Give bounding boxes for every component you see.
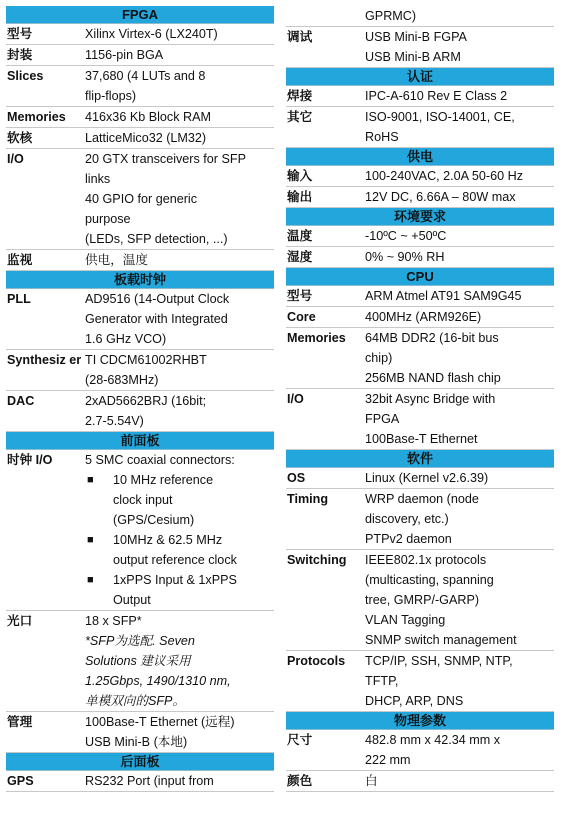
spec-value: [85, 611, 274, 711]
spec-row-debug: [286, 27, 554, 68]
bullet-item: [85, 470, 272, 530]
section-header-environment: 环境要求: [286, 208, 554, 226]
spec-row-slices: [6, 66, 274, 107]
section-header-rear-panel: 后面板: [6, 753, 274, 771]
spec-row-cpu-model: [286, 286, 554, 307]
spec-row-synthesizer: [6, 350, 274, 391]
spec-key: Core: [287, 310, 316, 324]
spec-key: 管理: [7, 715, 33, 729]
spec-key: 调试: [287, 30, 313, 44]
spec-key: Memories: [287, 331, 346, 345]
spec-value: [365, 328, 554, 388]
spec-key: 监视: [7, 253, 33, 267]
right-spec-column: [286, 6, 554, 792]
section-header-software: 软件: [286, 450, 554, 468]
spec-key: [6, 350, 85, 390]
spec-row-os: [286, 468, 554, 489]
spec-row-cpu-io: [286, 389, 554, 450]
spec-value: 白: [365, 774, 378, 788]
spec-key: Switching: [287, 553, 347, 567]
spec-row-optical: [6, 611, 274, 712]
value-line: 37,680 (4 LUTs and 8: [85, 69, 206, 83]
value-line: VLAN Tagging: [365, 613, 446, 627]
value-line: 40 GPIO for generic: [85, 192, 197, 206]
value-line: 5 SMC coaxial connectors:: [85, 453, 235, 467]
value-line: 10 MHz reference: [113, 473, 214, 487]
spec-value: [85, 66, 274, 106]
footnote-line: *SFP为选配. Seven: [85, 634, 195, 648]
value-line: 32bit Async Bridge with: [365, 392, 496, 406]
spec-value: [365, 389, 554, 449]
value-line: chip): [365, 351, 393, 365]
bullet-text: [113, 570, 272, 610]
spec-value: 1156-pin BGA: [85, 48, 164, 62]
key-line: Synthesiz: [7, 353, 66, 367]
section-header-clock: 板载时钟: [6, 271, 274, 289]
value-line: RoHS: [365, 130, 399, 144]
spec-key: DAC: [7, 394, 35, 408]
spec-key: Protocols: [287, 654, 346, 668]
spec-value: LatticeMico32 (LM32): [85, 131, 207, 145]
spec-value: Xilinx Virtex-6 (LX240T): [85, 27, 218, 41]
spec-value: [365, 27, 554, 67]
spec-value: [85, 149, 274, 249]
spec-row-cpu-memories: [286, 328, 554, 389]
bullet-text: [113, 530, 272, 570]
value-line: output reference clock: [113, 553, 237, 567]
bullet-item: [85, 570, 272, 610]
value-line: USB Mini-B (本地): [85, 735, 188, 749]
spec-value: [365, 550, 554, 650]
spec-row-temperature: [286, 226, 554, 247]
section-header-fpga: FPGA: [6, 6, 274, 24]
footnote-line: 单模双向的SFP。: [85, 694, 186, 708]
spec-row-color: [286, 771, 554, 792]
value-line: clock input: [113, 493, 173, 507]
spec-row-package: [6, 45, 274, 66]
spec-key: 尺寸: [287, 733, 313, 747]
spec-row-humidity: [286, 247, 554, 268]
value-line: 222 mm: [365, 753, 411, 767]
value-line: 18 x SFP*: [85, 614, 142, 628]
spec-value: Linux (Kernel v2.6.39): [365, 471, 489, 485]
spec-key: I/O: [287, 392, 304, 406]
spec-key: 温度: [287, 229, 313, 243]
spec-key: 其它: [287, 110, 313, 124]
value-line: Generator with Integrated: [85, 312, 228, 326]
value-line: AD9516 (14-Output Clock: [85, 292, 230, 306]
spec-key: 型号: [7, 27, 33, 41]
spec-key: 封装: [7, 48, 33, 62]
spec-value: -10ºC ~ +50ºC: [365, 229, 447, 243]
value-line: 100Base-T Ethernet (远程): [85, 715, 235, 729]
spec-key: PLL: [7, 292, 31, 306]
spec-value: [85, 350, 274, 390]
value-line: FPGA: [365, 412, 400, 426]
spec-value: 12V DC, 6.66A – 80W max: [365, 190, 516, 204]
value-line: TI CDCM61002RHBT: [85, 353, 207, 367]
bullet-item: [85, 530, 272, 570]
value-line: 100Base-T Ethernet: [365, 432, 478, 446]
value-line: 482.8 mm x 42.34 mm x: [365, 733, 501, 747]
spec-row-core: [286, 307, 554, 328]
spec-key: Slices: [7, 69, 44, 83]
value-line: 10MHz & 62.5 MHz: [113, 533, 223, 547]
value-line: WRP daemon (node: [365, 492, 479, 506]
spec-value: [365, 730, 554, 770]
spec-value: [85, 450, 274, 610]
value-line: SNMP switch management: [365, 633, 517, 647]
spec-value: 400MHz (ARM926E): [365, 310, 482, 324]
spec-row-gps: [6, 771, 274, 792]
spec-key: 光口: [7, 614, 33, 628]
bullet-text: [113, 470, 272, 530]
footnote-line: 1.25Gbps, 1490/1310 nm,: [85, 674, 231, 688]
spec-row-memories: [6, 107, 274, 128]
value-line: (LEDs, SFP detection, ...): [85, 232, 228, 246]
footnote-line: Solutions 建议采用: [85, 654, 191, 668]
spec-value: [85, 289, 274, 349]
value-line: TCP/IP, SSH, SNMP, NTP,: [365, 654, 513, 668]
value-line: (multicasting, spanning: [365, 573, 494, 587]
spec-value: 供电，温度: [85, 253, 148, 267]
spec-value: [365, 107, 554, 147]
bullet-icon: ■: [87, 534, 94, 546]
value-line: PTPv2 daemon: [365, 532, 452, 546]
bullet-icon: ■: [87, 574, 94, 586]
spec-value: 100-240VAC, 2.0A 50-60 Hz: [365, 169, 523, 183]
section-header-cpu: CPU: [286, 268, 554, 286]
spec-key: 时钟 I/O: [7, 453, 53, 467]
value-line: 1.6 GHz VCO): [85, 332, 167, 346]
spec-value: 416x36 Kb Block RAM: [85, 110, 211, 124]
value-line: 64MB DDR2 (16-bit bus: [365, 331, 499, 345]
spec-row-protocols: [286, 651, 554, 712]
value-line: discovery, etc.): [365, 512, 449, 526]
spec-key: 颜色: [287, 774, 313, 788]
value-line: 256MB NAND flash chip: [365, 371, 501, 385]
spec-row-softcore: [6, 128, 274, 149]
value-line: USB Mini-B FGPA: [365, 30, 467, 44]
spec-key: I/O: [7, 152, 24, 166]
spec-row-timing: [286, 489, 554, 550]
spec-key: 输出: [287, 190, 313, 204]
gps-continued: GPRMC): [286, 6, 554, 27]
spec-value: RS232 Port (input from: [85, 774, 214, 788]
key-line: er: [69, 353, 82, 367]
value-line: (GPS/Cesium): [113, 513, 195, 527]
value-line: ISO-9001, ISO-14001, CE,: [365, 110, 515, 124]
left-spec-column: [6, 6, 274, 792]
spec-value: 0% ~ 90% RH: [365, 250, 445, 264]
value-line: 1xPPS Input & 1xPPS: [113, 573, 237, 587]
spec-key: 湿度: [287, 250, 313, 264]
spec-row-model: [6, 24, 274, 45]
section-header-physical: 物理参数: [286, 712, 554, 730]
spec-row-output: [286, 187, 554, 208]
value-line: (28-683MHz): [85, 373, 159, 387]
spec-value: [85, 391, 274, 431]
spec-key: 型号: [287, 289, 313, 303]
value-line: TFTP,: [365, 674, 399, 688]
bullet-icon: ■: [87, 474, 94, 486]
spec-key: 输入: [287, 169, 313, 183]
spec-row-input: [286, 166, 554, 187]
spec-value: [85, 712, 274, 752]
value-line: 2.7-5.54V): [85, 414, 144, 428]
spec-row-monitor: [6, 250, 274, 271]
value-line: 20 GTX transceivers for SFP: [85, 152, 246, 166]
value-line: flip-flops): [85, 89, 137, 103]
spec-row-clock-io: [6, 450, 274, 611]
spec-row-welding: [286, 86, 554, 107]
spec-row-io: [6, 149, 274, 250]
spec-value: [365, 651, 554, 711]
spec-row-pll: [6, 289, 274, 350]
section-header-front-panel: 前面板: [6, 432, 274, 450]
value-line: 2xAD5662BRJ (16bit;: [85, 394, 207, 408]
spec-key: Memories: [7, 110, 66, 124]
spec-value: [365, 489, 554, 549]
value-line: USB Mini-B ARM: [365, 50, 461, 64]
section-header-certification: 认证: [286, 68, 554, 86]
spec-key: OS: [287, 471, 306, 485]
value-line: purpose: [85, 212, 131, 226]
spec-row-dac: [6, 391, 274, 432]
value-line: DHCP, ARP, DNS: [365, 694, 464, 708]
spec-value: ARM Atmel AT91 SAM9G45: [365, 289, 522, 303]
spec-value: IPC-A-610 Rev E Class 2: [365, 89, 508, 103]
spec-row-switching: [286, 550, 554, 651]
value-line: tree, GMRP/-GARP): [365, 593, 480, 607]
spec-row-management: [6, 712, 274, 753]
spec-row-other: [286, 107, 554, 148]
value-line: links: [85, 172, 111, 186]
spec-row-size: [286, 730, 554, 771]
section-header-power: 供电: [286, 148, 554, 166]
value-line: Output: [113, 593, 151, 607]
spec-key: Timing: [287, 492, 329, 506]
spec-key: GPS: [7, 774, 34, 788]
spec-key: 焊接: [287, 89, 313, 103]
value-line: IEEE802.1x protocols: [365, 553, 487, 567]
spec-key: 软核: [7, 131, 33, 145]
